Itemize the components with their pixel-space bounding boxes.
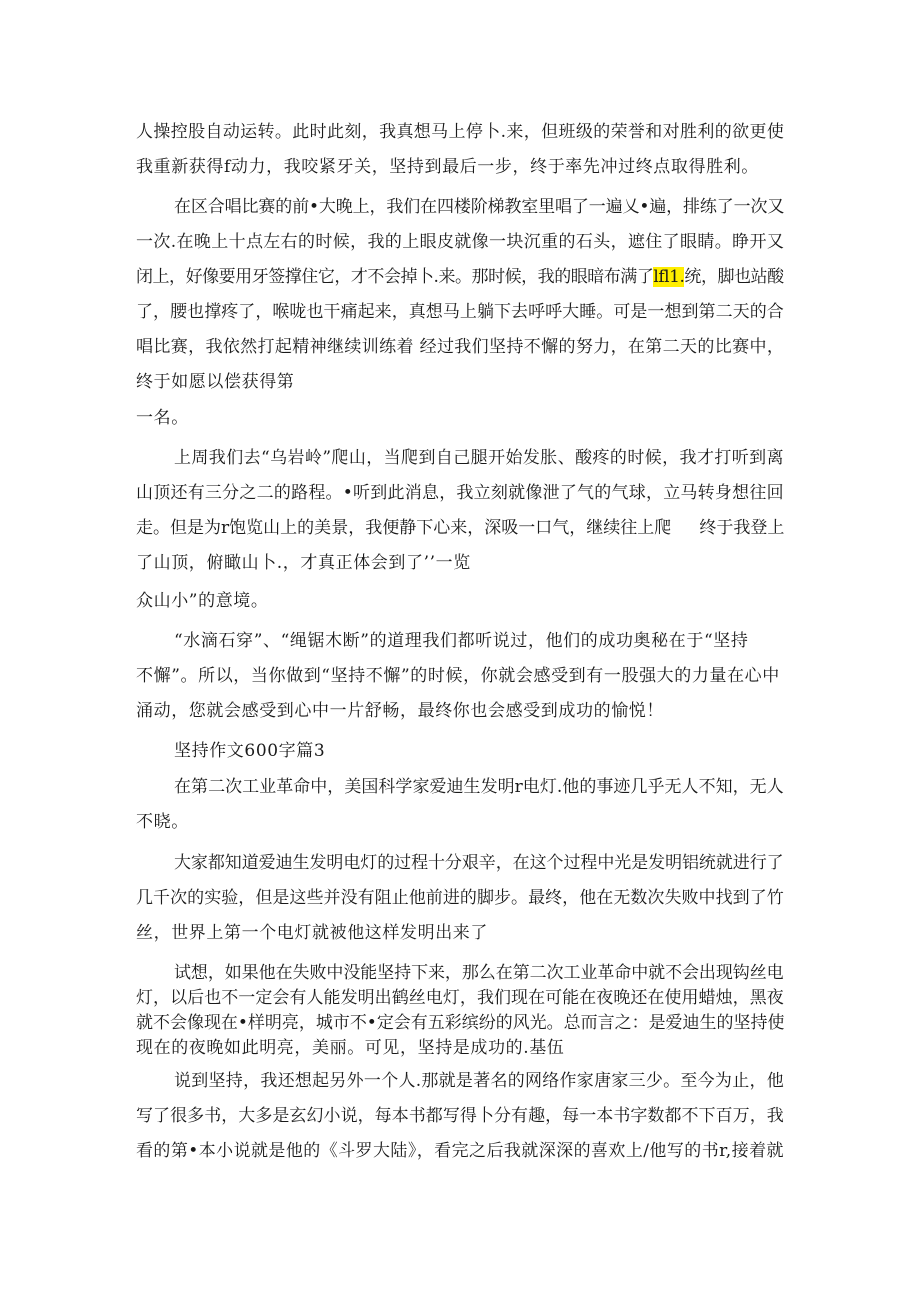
text-segment: 终于我登上 xyxy=(699,518,785,538)
text-line: 了，腰也撑疼了，喉咙也干痛起来，真想马上躺下去呼呼大睡。可是一想到第二天的合 xyxy=(136,302,784,322)
text-line: 人操控股自动运转。此时此刻，我真想马上停卜.来，但班级的荣誉和对胜利的欲更使 xyxy=(136,122,785,142)
text-line: 山顶还有三分之二的路程。•听到此消息，我立刻就像泄了气的气球，立马转身想往回 xyxy=(136,483,784,503)
text-line: 一次.在晚上十点左右的时候，我的上眼皮就像一块沉重的石头，遮住了眼睛。睁开又 xyxy=(136,232,785,252)
text-line: “水滴石穿”、“绳锯木断”的道理我们都听说过，他们的成功奥秘在于“坚持 xyxy=(174,631,749,651)
text-line: 涌动，您就会感受到心中一片舒畅，最终你也会感受到成功的愉悦！ xyxy=(136,701,664,721)
text-line: 看的第•本小说就是他的《斗罗大陆》，看完之后我就深深的喜欢上/他写的书r,接着就 xyxy=(136,1141,784,1161)
text-line: 终于如愿以偿获得第 xyxy=(136,372,295,392)
text-line: 一名。 xyxy=(136,408,189,428)
text-line: 上周我们去“乌岩岭”爬山，当爬到自己腿开始发胀、酸疼的时候，我才打听到离 xyxy=(174,448,784,468)
text-line: 就不会像现在•样明亮，城市不•定会有五彩缤纷的风光。总而言之：是爱迪生的坚持使 xyxy=(136,1013,785,1033)
text-line: 说到坚持，我还想起另外一个人.那就是著名的网络作家唐家三少。至今为止，他 xyxy=(174,1071,785,1091)
section-heading: 坚持作文600字篇3 xyxy=(174,741,326,761)
text-line: 丝，世界上第一个电灯就被他这样发明出来了 xyxy=(136,923,488,943)
text-segment: 统，脚也站酸 xyxy=(684,267,784,287)
text-segment: 走。但是为r饱览山上的美景，我便静下心来，深吸一口气，继续往上爬 xyxy=(136,518,672,538)
text-line xyxy=(136,517,784,539)
text-line: 了山顶，俯瞰山卜.，才真正体会到了’’一览 xyxy=(136,553,471,573)
highlighted-text: lfl1. xyxy=(653,267,685,287)
text-line: 几千次的实验，但是这些并没有阻止他前进的脚步。最终，他在无数次失败中找到了竹 xyxy=(136,888,784,908)
text-line: 在第二次工业革命中，美国科学家爱迪生发明r电灯.他的事迹几乎无人不知，无人 xyxy=(174,777,784,797)
text-line: 我重新获得f动力，我咬紧牙关，坚持到最后一步，终于率先冲过终点取得胜利。 xyxy=(136,157,759,177)
text-line: 灯，以后也不一定会有人能发明出鹤丝电灯，我们现在可能在夜晚还在使用蜡烛，黑夜 xyxy=(136,988,784,1008)
text-line: 在区合唱比赛的前•大晚上，我们在四楼阶梯教室里唱了一遍乂•遍，排练了一次又 xyxy=(174,197,785,217)
text-line xyxy=(136,266,784,288)
text-line: 大家都知道爱迪生发明电灯的过程十分艰辛，在这个过程中光是发明铝统就进行了 xyxy=(174,853,784,873)
text-line: 写了很多书，大多是玄幻小说，每本书都写得卜分有趣，每一本书字数都不下百万，我 xyxy=(136,1106,784,1126)
text-line: 不懈”。所以，当你做到“坚持不懈”的时候，你就会感受到有一股强大的力量在心中 xyxy=(136,666,780,686)
text-segment: 闭上，好像要用牙签撑住它，才不会掉卜.来。那时候，我的眼暗布满了 xyxy=(136,267,654,287)
text-line: 众山小”的意境。 xyxy=(136,591,269,611)
text-line: 不晓。 xyxy=(136,812,189,832)
text-line: 唱比赛，我依然打起精神继续训练着 经过我们坚持不懈的努力，在第二天的比赛中， xyxy=(136,337,785,357)
text-line: 试想，如果他在失败中没能坚持下来，那么在第二次工业革命中就不会出现钩丝电 xyxy=(174,963,784,983)
text-line: 现在的夜晚如此明亮，美丽。可见，坚持是成功的.基伍 xyxy=(136,1038,565,1058)
